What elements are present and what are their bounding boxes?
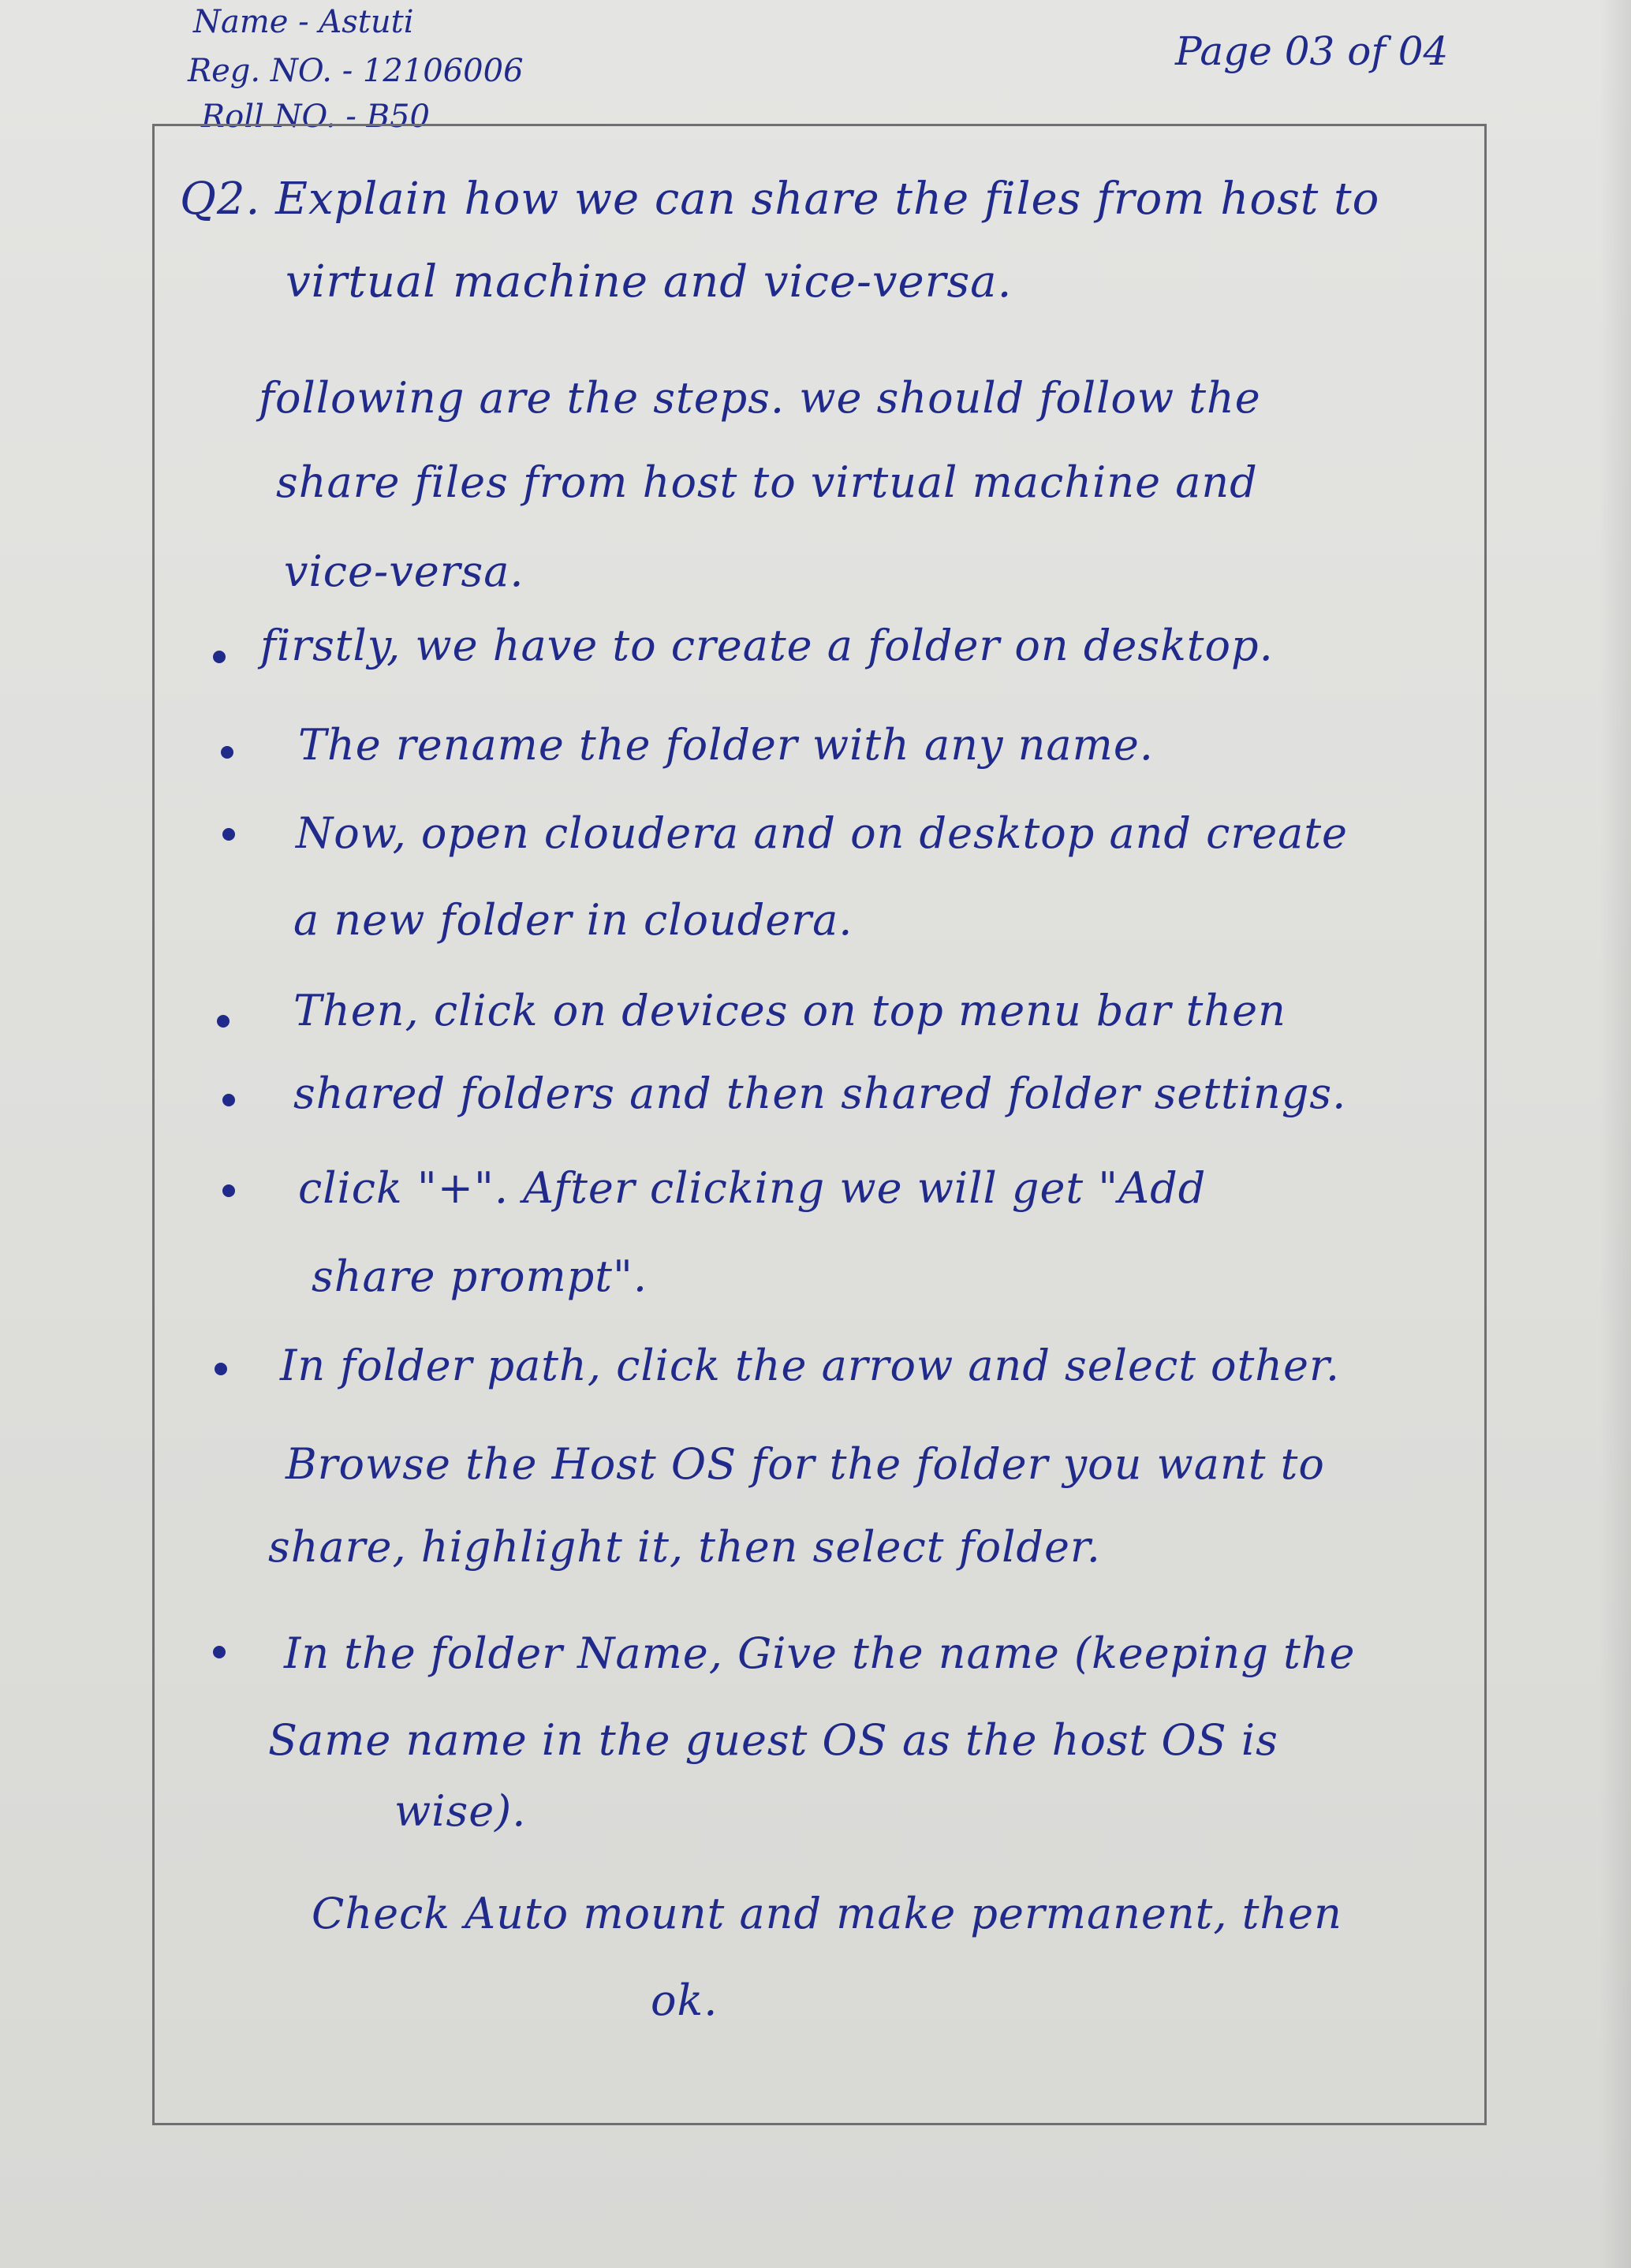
page-number: Page 03 of 04 — [1175, 28, 1449, 74]
roll-number: Roll NO. - B50 — [201, 99, 430, 135]
step-line-11: share, highlight it, then select folder. — [268, 1522, 1101, 1572]
bullet-5 — [222, 1094, 235, 1106]
paper-edge-shadow — [1599, 0, 1631, 2268]
step-line-13: Same name in the guest OS as the host OS is — [268, 1715, 1278, 1765]
bullet-3 — [222, 828, 235, 841]
step-line-2: The rename the folder with any name. — [298, 720, 1154, 770]
question-line-1: Q2. Explain how we can share the files from host to — [180, 173, 1380, 225]
registration-number: Reg. NO. - 12106006 — [188, 53, 524, 89]
student-name: Name - Astuti — [193, 4, 414, 40]
step-line-4: a new folder in cloudera. — [293, 895, 853, 945]
step-line-3: Now, open cloudera and on desktop and create — [296, 808, 1349, 858]
step-line-10: Browse the Host OS for the folder you want to — [286, 1439, 1325, 1489]
bullet-7 — [215, 1363, 227, 1375]
bullet-8 — [213, 1646, 226, 1658]
step-line-1: firstly, we have to create a folder on desktop. — [260, 621, 1274, 670]
intro-line-2: share files from host to virtual machine and — [276, 457, 1258, 507]
question-line-2: virtual machine and vice-versa. — [286, 256, 1013, 308]
step-line-9: In folder path, click the arrow and select other. — [280, 1341, 1341, 1390]
bullet-2 — [221, 746, 233, 759]
bullet-1 — [213, 651, 226, 663]
step-line-16: ok. — [651, 1975, 718, 2025]
step-line-7: click "+". After clicking we will get "Add — [298, 1163, 1207, 1213]
step-line-14: wise). — [394, 1786, 527, 1836]
intro-line-3: vice-versa. — [284, 546, 524, 596]
page-border — [152, 124, 1487, 2125]
step-line-12: In the folder Name, Give the name (keeping the — [284, 1628, 1356, 1678]
step-line-6: shared folders and then shared folder settings. — [293, 1069, 1347, 1118]
bullet-4 — [217, 1015, 230, 1028]
intro-line-1: following are the steps. we should follow the — [259, 373, 1261, 423]
bullet-6 — [222, 1184, 235, 1197]
step-line-15: Check Auto mount and make permanent, then — [312, 1889, 1342, 1938]
step-line-8: share prompt". — [312, 1252, 648, 1301]
step-line-5: Then, click on devices on top menu bar then — [293, 986, 1286, 1035]
